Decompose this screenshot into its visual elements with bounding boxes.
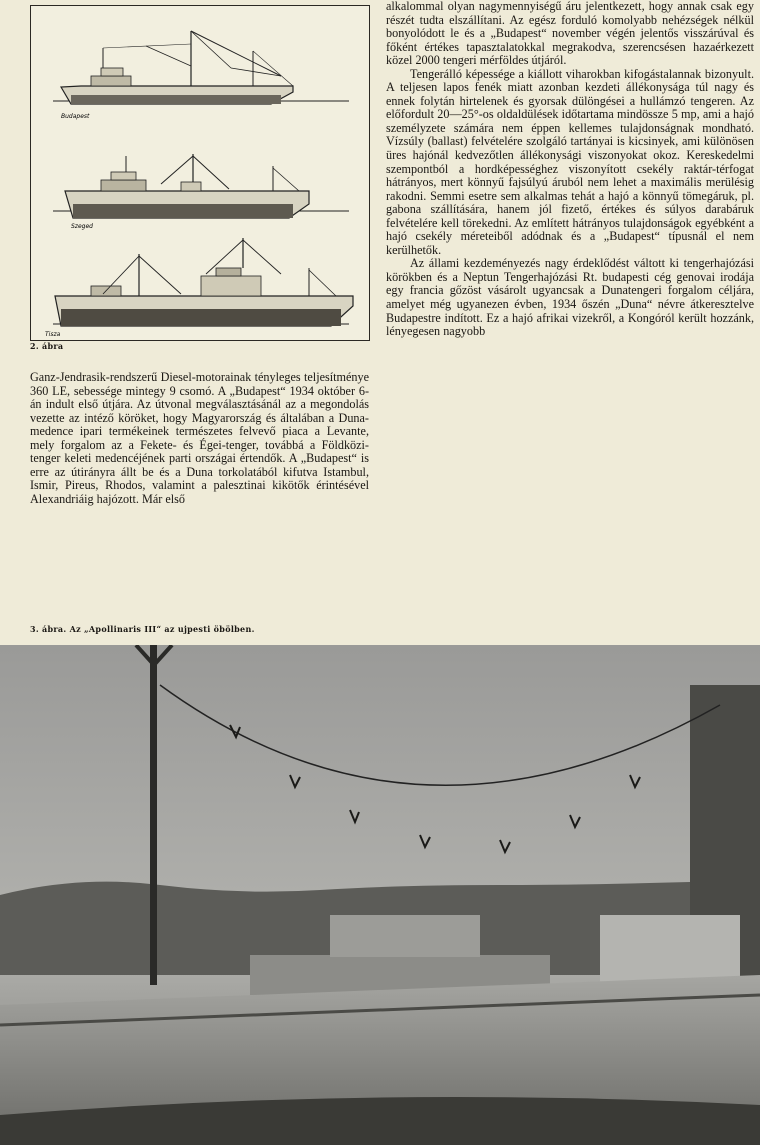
left-text-column: [30, 371, 369, 506]
paragraph: alkalommal olyan nagymennyiségű áru jelentkezett, hogy annak csak egy részét tudta elszállítani. Az egész forduló komolyabb nehézségek nélkül bonyolódott le és a „Budapest“ november végén jelentős visszárúval és főként értékes tapasztalatokkal megrakodva, szerencsésen hazaérkezett közel 2000 tengeri mérföldes útjáról.: [386, 0, 754, 68]
ship-label-budapest: Budapest: [61, 113, 90, 120]
figure-2-ship-drawings: [30, 5, 370, 341]
ship-label-tisza: Tisza: [45, 331, 61, 338]
figure-3-caption: 3. ábra. Az „Apollinaris III“ az ujpesti öbölben.: [30, 624, 255, 634]
figure-2-caption: 2. ábra: [30, 341, 64, 351]
figure-3-photo: [0, 645, 760, 1145]
paragraph: Az állami kezdeményezés nagy érdeklődést váltott ki tengerhajózási körökben és a Neptun Tengerhajózási Rt. budapesti cég genovai irodája egy francia gőzöst vásárolt ugyancsak a Dunatengeri forgalom céljára, amelyet még ugyanezen évben, 1934 őszén „Duna“ névre átkeresztelve Budapestre indított. Ez a hajó afrikai vizekről, a Kongóról került hozzánk, lényegesen nagyobb: [386, 256, 754, 339]
ship-szeged-profile: [53, 154, 349, 230]
ship-label-szeged: Szeged: [71, 223, 93, 230]
ship-tisza-profile: [45, 238, 353, 338]
paragraph: Ganz-Jendrasik-rendszerű Diesel-motorainak tényleges teljesítménye 360 LE, sebessége mintegy 9 csomó. A „Budapest“ 1934 október 6-án indult első útjára. Az útvonal megválasztásánál az a megondolás vezette az intéző köröket, hogy Magyarország és általában a Duna-medence ipari termékeinek természetes felvevő piaca a Levante, mely forgalom az a Fekete- és Égei-tenger, továbbá a Földközi-tenger keleti medencéjének parti országai értendők. A „Budapest“ is erre az útirányra állt be és a Duna torkolatából kifutva Istambul, Ismir, Pireus, Rhodos, valamint a palesztinai kikötők érintésével Alexandriáig hajózott. Már első: [30, 370, 369, 506]
right-text-column: [386, 0, 754, 339]
ship-budapest-profile: [53, 31, 349, 120]
paragraph: Tengerálló képessége a kiállott viharokban kifogástalannak bizonyult. A teljesen lapos fenék miatt azonban kezdeti állékonysága túl nagy és ennek folytán hirtelenek és gyorsak dülöngései a hullámzó tengeren. Az előfordult 20—25°-os oldaldülések időtartama mindössze 5 mp, ami a hajó személyzete számára nem éppen kellemes tulajdonságnak mondható. Vízsúly (ballast) felvételére szolgáló tartányai is kicsinyek, ami különösen üres hajónál kedvezőtlen állékonysági viszonyokat okoz. Kereskedelmi szempontból a hordképességhez viszonyított csekély raktár-térfogat hátrányos, mert könnyű fajsúlyú áruból nem lehet a maximális merülésig rakodni. Semmi esetre sem alkalmas tehát a hajó a könnyű tömegáruk, pl. gabona szállítására, hanem jól fizető, értékes és súlyos darabáruk felvételére kell törekedni. Az említett hátrányos tulajdonságok egyébként a hajó csekély méreteiből adódnak és a „Budapest“ típusnál el nem kerülhetők.: [386, 66, 754, 257]
ship-photograph: [0, 645, 760, 1145]
ship-profiles-drawing: [31, 6, 369, 340]
